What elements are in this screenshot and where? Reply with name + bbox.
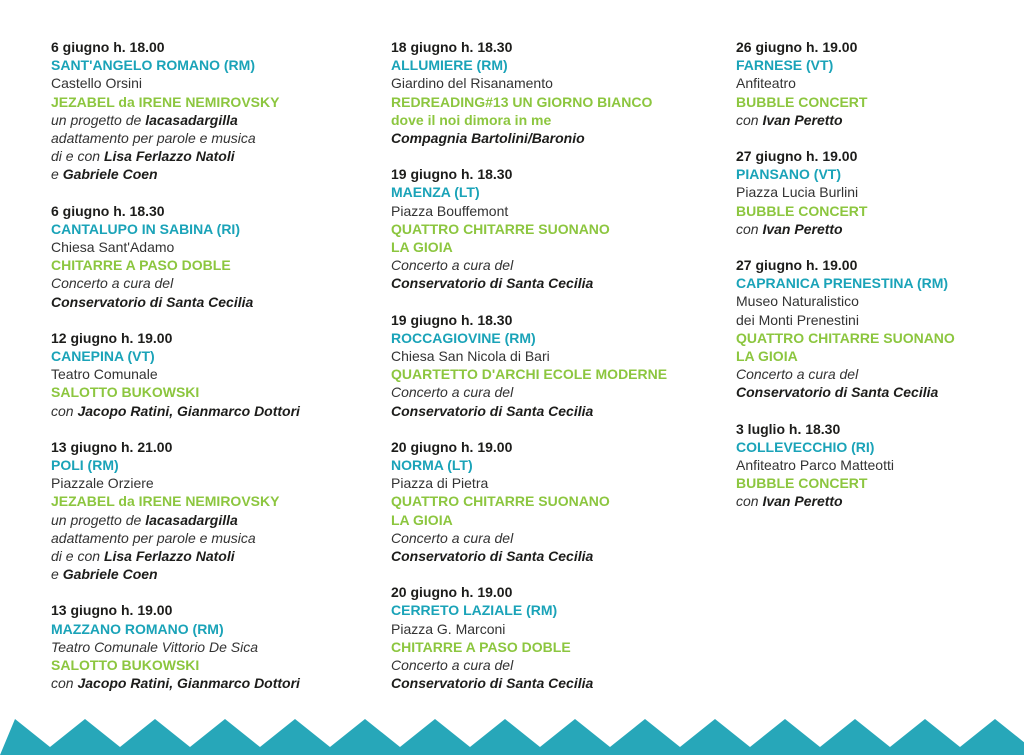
event-title: BUBBLE CONCERT: [736, 202, 868, 219]
event-entry: [391, 311, 721, 420]
event-entry: [736, 420, 1022, 511]
event-credits: [391, 274, 721, 292]
event-entry: [736, 147, 1022, 238]
credits-text: con: [51, 402, 78, 419]
event-title: QUATTRO CHITARRE SUONANO: [391, 493, 610, 510]
event-date: 27 giugno h. 19.00: [736, 257, 858, 274]
event-credits: [391, 402, 721, 420]
event-date: 6 giugno h. 18.30: [51, 202, 165, 219]
program-column-2: [391, 38, 721, 711]
event-credits: [391, 383, 721, 401]
event-location: CANTALUPO IN SABINA (RI): [51, 220, 240, 237]
event-credits: [51, 165, 371, 183]
event-location: CAPRANICA PRENESTINA (RM): [736, 275, 949, 292]
event-location: CANEPINA (VT): [51, 348, 155, 365]
event-title: LA GIOIA: [736, 348, 798, 365]
event-credits: [51, 402, 371, 420]
event-title: QUATTRO CHITARRE SUONANO: [391, 220, 610, 237]
event-location: MAZZANO ROMANO (RM): [51, 620, 224, 637]
event-entry: [51, 38, 371, 184]
event-date: 13 giugno h. 19.00: [51, 602, 173, 619]
credits-name: Conservatorio di Santa Cecilia: [391, 275, 594, 292]
event-entry: [51, 438, 371, 584]
credits-text: Concerto a cura del: [736, 366, 859, 383]
event-venue: Teatro Comunale Vittorio De Sica: [51, 638, 258, 655]
event-date: 13 giugno h. 21.00: [51, 438, 173, 455]
event-title: CHITARRE A PASO DOBLE: [391, 638, 571, 655]
event-title: QUARTETTO D'ARCHI ECOLE MODERNE: [391, 366, 668, 383]
event-location: PIANSANO (VT): [736, 166, 841, 183]
decorative-wave-border: [0, 714, 1024, 755]
event-venue: Chiesa Sant'Adamo: [51, 239, 175, 256]
event-location: NORMA (LT): [391, 457, 473, 474]
event-location: SANT'ANGELO ROMANO (RM): [51, 57, 255, 74]
event-credits: [391, 129, 721, 147]
credits-name: lacasadargilla: [145, 511, 238, 528]
credits-text: Concerto a cura del: [391, 529, 514, 546]
credits-name: Ivan Peretto: [762, 111, 843, 128]
event-venue: Museo Naturalistico: [736, 293, 859, 310]
event-location: CERRETO LAZIALE (RM): [391, 602, 558, 619]
event-credits: [51, 129, 371, 147]
credits-name: Lisa Ferlazzo Natoli: [103, 148, 235, 165]
event-venue: Castello Orsini: [51, 75, 143, 92]
event-title: JEZABEL da IRENE NEMIROVSKY: [51, 93, 280, 110]
event-credits: [51, 147, 371, 165]
event-date: 3 luglio h. 18.30: [736, 420, 841, 437]
event-venue: Piazza G. Marconi: [391, 620, 506, 637]
event-credits: [391, 674, 721, 692]
credits-name: Conservatorio di Santa Cecilia: [391, 548, 594, 565]
event-date: 6 giugno h. 18.00: [51, 39, 165, 55]
event-entry: [736, 38, 1022, 129]
credits-name: Conservatorio di Santa Cecilia: [391, 402, 594, 419]
event-venue: Teatro Comunale: [51, 366, 158, 383]
credits-text: un progetto de: [51, 511, 146, 528]
event-entry: [391, 165, 721, 292]
event-venue: Anfiteatro Parco Matteotti: [736, 457, 894, 474]
event-location: FARNESE (VT): [736, 57, 834, 74]
event-title: BUBBLE CONCERT: [736, 93, 868, 110]
credits-name: Compagnia Bartolini/Baronio: [391, 130, 585, 147]
event-venue: Piazza di Pietra: [391, 475, 489, 492]
credits-name: Jacopo Ratini, Gianmarco Dottori: [77, 402, 300, 419]
program-column-1: [51, 38, 371, 711]
credits-text: adattamento per parole e musica: [51, 529, 256, 546]
credits-text: di e con: [51, 548, 104, 565]
event-venue: Piazza Lucia Burlini: [736, 184, 859, 201]
event-entry: [391, 438, 721, 565]
credits-name: Ivan Peretto: [762, 493, 843, 510]
event-credits: [51, 111, 371, 129]
event-title: JEZABEL da IRENE NEMIROVSKY: [51, 493, 280, 510]
event-entry: [391, 583, 721, 692]
event-credits: [51, 547, 371, 565]
event-location: COLLEVECCHIO (RI): [736, 438, 875, 455]
credits-text: Concerto a cura del: [391, 657, 514, 674]
credits-name: Ivan Peretto: [762, 220, 843, 237]
credits-name: Gabriele Coen: [62, 166, 158, 183]
event-location: POLI (RM): [51, 457, 119, 474]
event-credits: [51, 565, 371, 583]
event-title: REDREADING#13 UN GIORNO BIANCO: [391, 93, 653, 110]
event-location: MAENZA (LT): [391, 184, 480, 201]
event-date: 19 giugno h. 18.30: [391, 311, 513, 328]
credits-text: Concerto a cura del: [391, 257, 514, 274]
event-title: LA GIOIA: [391, 511, 453, 528]
event-date: 20 giugno h. 19.00: [391, 584, 513, 601]
credits-text: con: [736, 111, 763, 128]
event-date: 27 giugno h. 19.00: [736, 148, 858, 165]
event-credits: [736, 383, 1022, 401]
credits-text: e: [51, 166, 63, 183]
event-location: ROCCAGIOVINE (RM): [391, 329, 536, 346]
wave-shape: [0, 719, 1024, 755]
event-entry: [391, 38, 721, 147]
event-credits: [736, 220, 1022, 238]
event-venue: Piazzale Orziere: [51, 475, 154, 492]
event-location: ALLUMIERE (RM): [391, 57, 508, 74]
event-title: QUATTRO CHITARRE SUONANO: [736, 329, 955, 346]
event-credits: [736, 365, 1022, 383]
credits-text: di e con: [51, 148, 104, 165]
event-credits: [51, 293, 371, 311]
event-venue: Giardino del Risanamento: [391, 75, 553, 92]
event-credits: [391, 656, 721, 674]
credits-name: lacasadargilla: [145, 111, 238, 128]
credits-text: con: [51, 675, 78, 692]
credits-name: Conservatorio di Santa Cecilia: [51, 293, 254, 310]
credits-name: Gabriele Coen: [62, 566, 158, 583]
credits-text: con: [736, 493, 763, 510]
event-credits: [391, 547, 721, 565]
event-date: 12 giugno h. 19.00: [51, 329, 173, 346]
event-credits: [51, 674, 371, 692]
credits-text: e: [51, 566, 63, 583]
event-title: SALOTTO BUKOWSKI: [51, 657, 200, 674]
event-venue: Anfiteatro: [736, 75, 796, 92]
event-title: LA GIOIA: [391, 239, 453, 256]
event-credits: [391, 529, 721, 547]
program-column-3: [736, 38, 1022, 529]
event-date: 26 giugno h. 19.00: [736, 39, 858, 55]
credits-text: con: [736, 220, 763, 237]
credits-text: adattamento per parole e musica: [51, 130, 256, 147]
event-title: BUBBLE CONCERT: [736, 475, 868, 492]
event-entry: [51, 329, 371, 420]
event-venue: dei Monti Prenestini: [736, 311, 859, 328]
event-title: SALOTTO BUKOWSKI: [51, 384, 200, 401]
event-credits: [51, 511, 371, 529]
event-entry: [51, 601, 371, 692]
credits-text: Concerto a cura del: [51, 275, 174, 292]
credits-text: Concerto a cura del: [391, 384, 514, 401]
event-credits: [391, 256, 721, 274]
credits-text: un progetto de: [51, 111, 146, 128]
event-title: CHITARRE A PASO DOBLE: [51, 257, 231, 274]
event-venue: Piazza Bouffemont: [391, 202, 509, 219]
event-title: dove il noi dimora in me: [391, 111, 552, 128]
credits-name: Conservatorio di Santa Cecilia: [736, 384, 939, 401]
event-venue: Chiesa San Nicola di Bari: [391, 348, 550, 365]
event-credits: [736, 111, 1022, 129]
event-entry: [51, 202, 371, 311]
event-date: 18 giugno h. 18.30: [391, 39, 513, 55]
event-entry: [736, 256, 1022, 402]
credits-name: Lisa Ferlazzo Natoli: [103, 548, 235, 565]
credits-name: Jacopo Ratini, Gianmarco Dottori: [77, 675, 300, 692]
event-date: 19 giugno h. 18.30: [391, 166, 513, 183]
event-credits: [51, 529, 371, 547]
event-credits: [51, 274, 371, 292]
credits-name: Conservatorio di Santa Cecilia: [391, 675, 594, 692]
event-date: 20 giugno h. 19.00: [391, 438, 513, 455]
event-credits: [736, 492, 1022, 510]
